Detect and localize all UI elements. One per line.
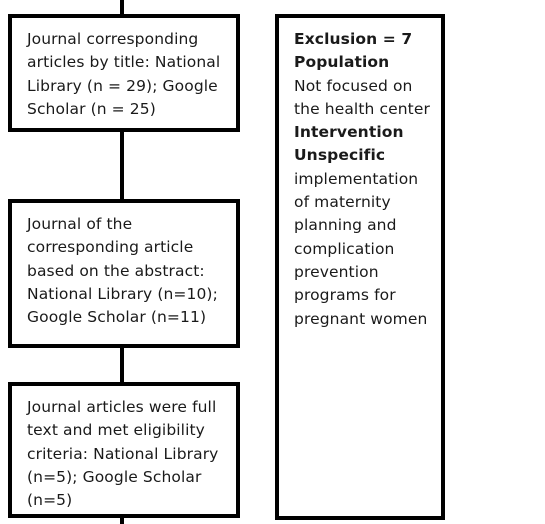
population-label: Population [294,53,390,72]
connector-box2-box3 [120,346,124,384]
full-text-eligible-box [8,382,240,518]
exclusion-heading: Exclusion = 7 [294,30,413,48]
population-text: Not focused on the health center [294,76,430,118]
records-identified-text: Journal corresponding articles by title: National Library (n = 29); Google Scholar (n = 25) [27,30,221,118]
records-screened-box [8,199,240,348]
full-text-eligible-text: Journal articles were full text and met eligibility criteria: National Library (n=5); Google Scholar (n=5) [27,398,219,510]
intervention-text: implementation of maternity planning and complication prevention programs for pregnant women [294,169,428,328]
records-screened-text: Journal of the corresponding article based on the abstract: National Library (n=10); Google Scholar (n=11) [27,215,218,327]
records-identified-box [8,14,240,132]
intervention-label: Intervention Unspecific [294,123,404,165]
connector-box1-box2 [120,130,124,201]
exclusion-box [275,14,445,520]
